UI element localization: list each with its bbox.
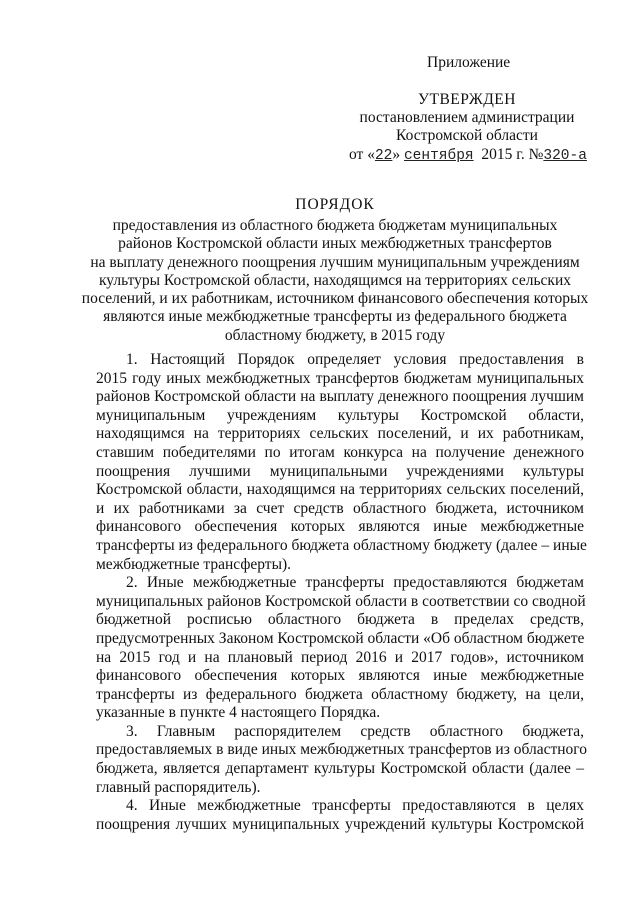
subtitle-line: культуры Костромской области, находящимся на территориях сельских: [98, 271, 572, 289]
body-line: межбюджетные трансферты).: [96, 555, 292, 573]
body-line: 1. Настоящий Порядок определяет условия предоставления в: [126, 351, 584, 368]
body-line: предоставляемых в виде иных межбюджетных трансфертов из областного: [96, 741, 588, 759]
body-line: предусмотренных Законом Костромской области «Об областном бюджете: [96, 629, 585, 647]
decree-day: 22: [374, 148, 393, 164]
body-line: и их работниками за счет средств областного бюджета, источником: [96, 499, 584, 517]
body-line: указанные в пункте 4 настоящего Порядка.: [96, 704, 381, 722]
approval-line: Костромской области: [396, 127, 538, 144]
body-line: бюджета, является департамент культуры Костромской области (далее –: [96, 760, 584, 778]
appendix-label: Приложение: [427, 54, 511, 71]
body-line: 2015 году иных межбюджетных трансфертов бюджетам муниципальных: [96, 369, 584, 387]
document-body: [96, 351, 588, 834]
subtitle-line: поселений, и их работникам, источником финансового обеспечения которых: [81, 290, 589, 308]
body-line: ставшим победителями по итогам конкурса на получение денежного: [96, 443, 584, 461]
approval-heading: УТВЕРЖДЕН: [418, 91, 516, 108]
body-line: муниципальных районов Костромской области в соответствии со сводной: [96, 592, 586, 610]
body-line: поощрения лучших муниципальных учреждений культуры Костромской: [96, 815, 584, 833]
document-subtitle: [60, 217, 610, 345]
decree-year: 2015 г. №: [481, 146, 544, 163]
body-line: 3. Главным распорядителем средств областного бюджета,: [126, 722, 584, 740]
subtitle-line: являются иные межбюджетные трансферты из федерального бюджета: [103, 308, 567, 326]
body-line: районов Костромской области на выплату денежного поощрения лучшим: [96, 388, 584, 406]
subtitle-line: районов Костромской области иных межбюджетных трансфертов: [118, 235, 552, 253]
body-line: находящимся на территориях сельских поселений, и их работникам,: [96, 425, 584, 443]
body-line: главный распорядитель).: [96, 778, 261, 796]
body-line: финансового обеспечения которых являются иные межбюджетные: [96, 667, 584, 685]
decree-date-line: [349, 146, 587, 165]
approval-block: [352, 91, 582, 145]
document-title: ПОРЯДОК: [295, 196, 375, 213]
decree-number: 320-а: [543, 148, 587, 164]
body-line: бюджетной росписью областного бюджета в пределах средств,: [96, 611, 584, 629]
body-line: трансферты из федерального бюджета областному бюджету, на цели,: [96, 685, 584, 703]
subtitle-line: на выплату денежного поощрения лучшим муниципальным учреждениям: [90, 253, 580, 271]
approval-line: постановлением администрации: [359, 109, 575, 126]
body-line: муниципальным учреждениям культуры Костромской области,: [96, 406, 584, 424]
body-line: финансового обеспечения которых являются иные межбюджетные: [96, 518, 584, 536]
body-line: трансферты из федерального бюджета областному бюджету (далее – иные: [96, 536, 587, 554]
body-line: 2. Иные межбюджетные трансферты предоставляются бюджетам: [126, 574, 584, 592]
body-line: на 2015 год и на плановый период 2016 и 2017 годов», источником: [96, 648, 584, 666]
decree-mid: »: [392, 146, 401, 163]
decree-prefix: от «: [349, 146, 375, 163]
body-line: поощрения лучшими муниципальными учреждениями культуры: [96, 462, 584, 480]
subtitle-line: областному бюджету, в 2015 году: [224, 326, 446, 344]
decree-month: сентября: [403, 148, 474, 164]
body-line: Костромской области, находящимся на территориях сельских поселений,: [96, 481, 584, 499]
body-line: 4. Иные межбюджетные трансферты предоставляются в целях: [126, 797, 584, 815]
subtitle-line: предоставления из областного бюджета бюджетам муниципальных: [112, 217, 558, 234]
